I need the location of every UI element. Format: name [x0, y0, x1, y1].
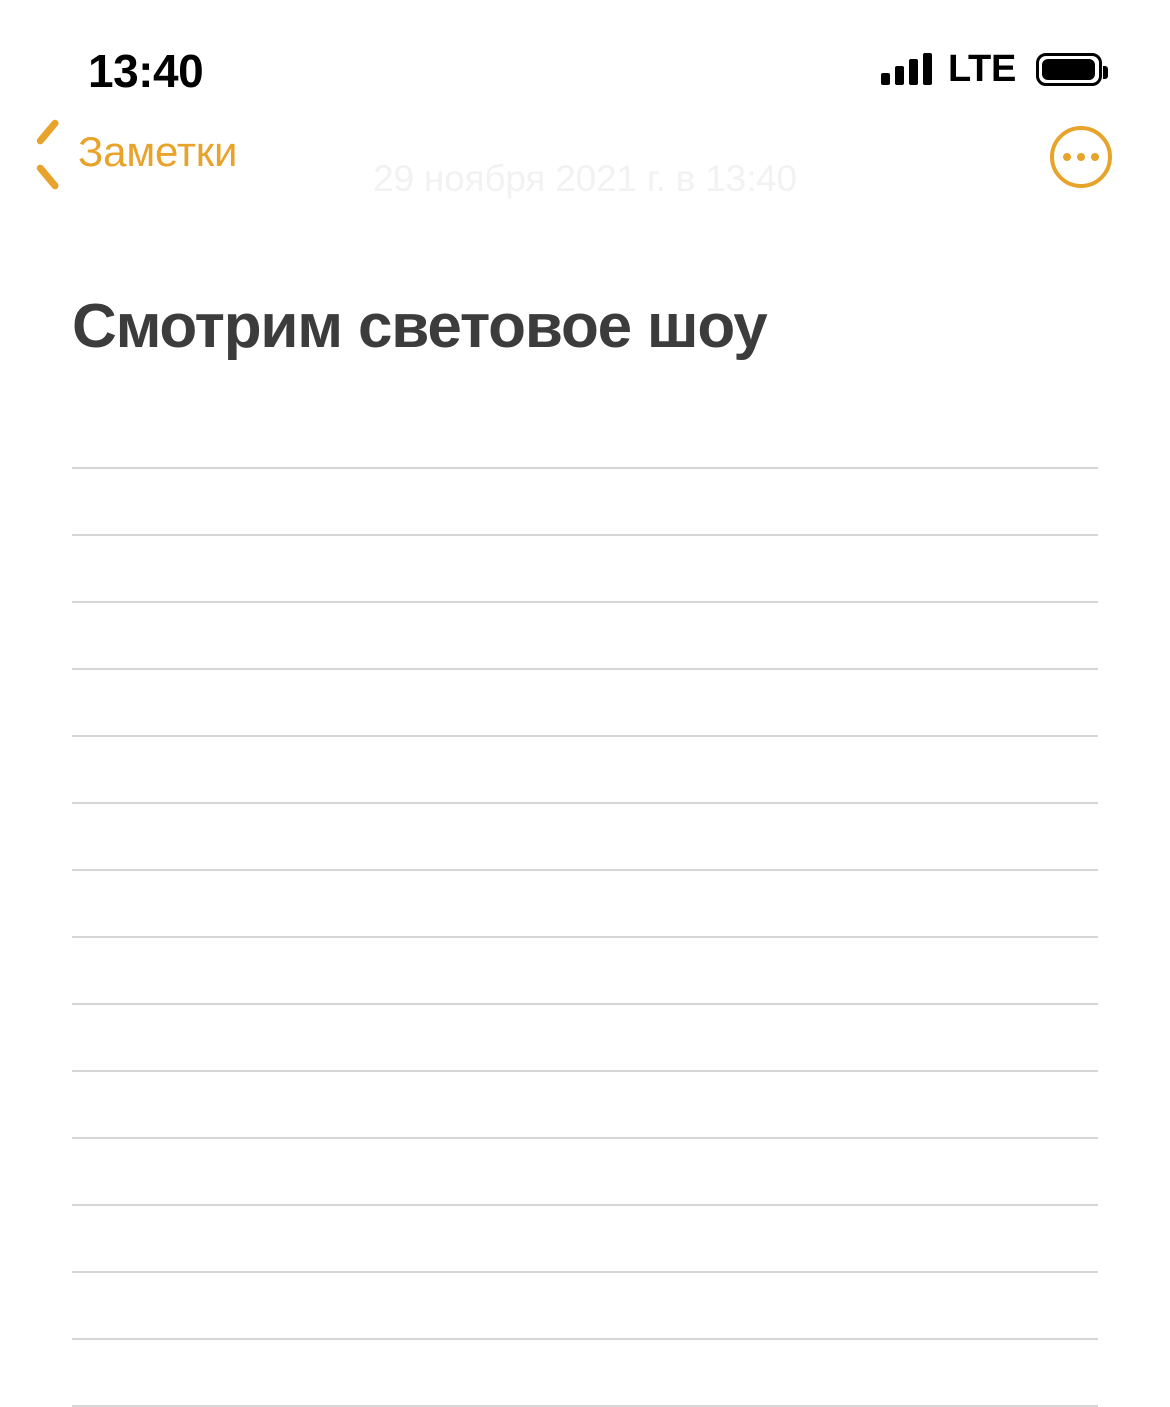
- note-line[interactable]: [72, 402, 1098, 469]
- note-ruled-lines: [0, 402, 1170, 1407]
- note-line[interactable]: [72, 1273, 1098, 1340]
- note-line[interactable]: [72, 536, 1098, 603]
- status-bar: [0, 0, 1170, 120]
- note-line[interactable]: [72, 469, 1098, 536]
- note-line[interactable]: [72, 1139, 1098, 1206]
- note-line[interactable]: [72, 804, 1098, 871]
- note-line[interactable]: [72, 737, 1098, 804]
- note-title[interactable]: Смотрим световое шоу: [72, 292, 767, 361]
- note-line[interactable]: [72, 1206, 1098, 1273]
- back-button-label: Заметки: [78, 128, 238, 175]
- cellular-signal-icon: [881, 53, 932, 85]
- status-time: 13:40: [88, 45, 204, 97]
- note-line[interactable]: [72, 1340, 1098, 1407]
- battery-fill: [1042, 59, 1095, 80]
- note-line[interactable]: [72, 670, 1098, 737]
- note-line[interactable]: [72, 871, 1098, 938]
- carrier-label: LTE: [947, 48, 1016, 90]
- note-line[interactable]: [72, 938, 1098, 1005]
- note-line[interactable]: [72, 1005, 1098, 1072]
- note-content[interactable]: [0, 158, 1170, 1407]
- note-date: 29 ноября 2021 г. в 13:40: [373, 158, 797, 199]
- note-line[interactable]: [72, 603, 1098, 670]
- status-indicators: [881, 50, 1102, 88]
- battery-icon: [1036, 53, 1102, 86]
- note-line[interactable]: [72, 1072, 1098, 1139]
